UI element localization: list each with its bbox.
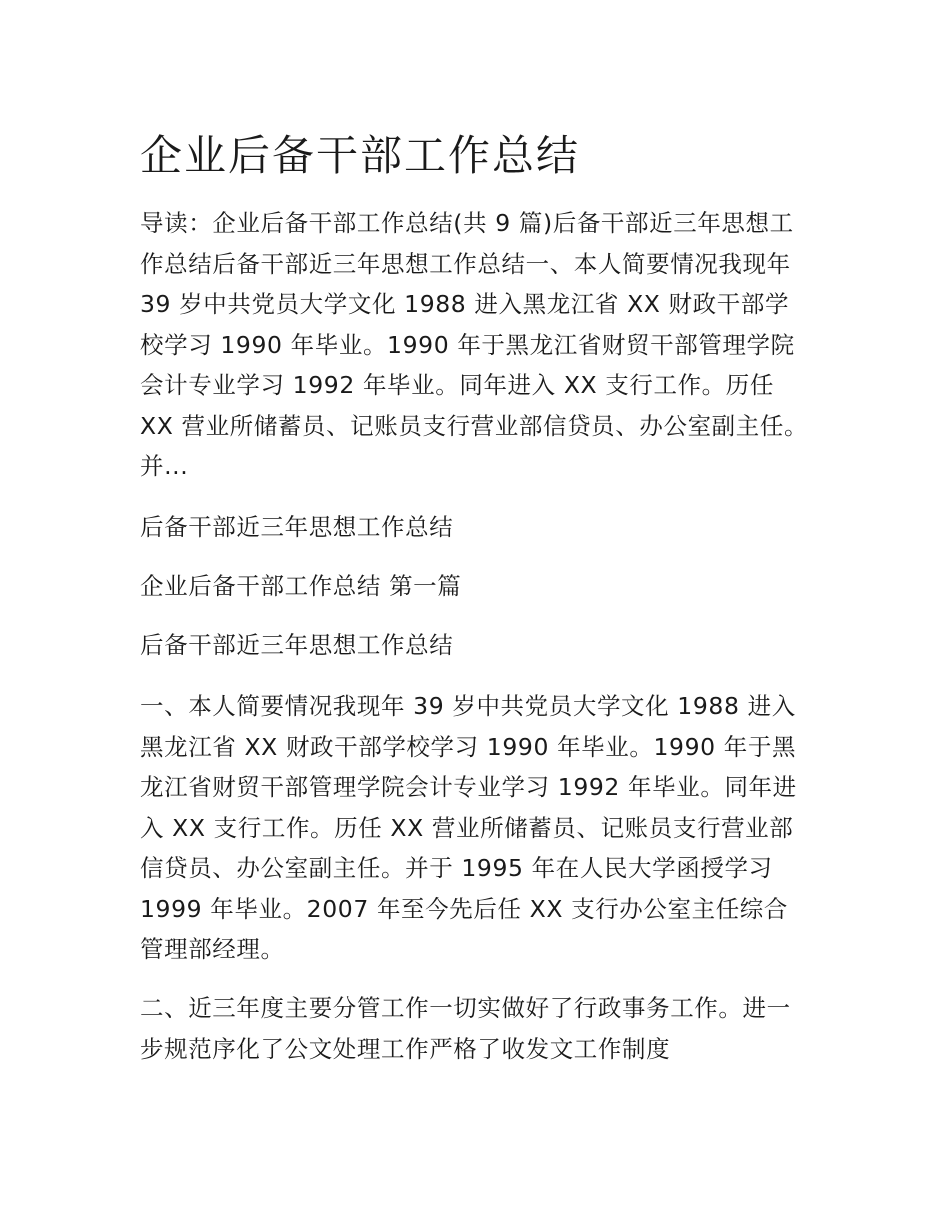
document-title: 企业后备干部工作总结 — [140, 131, 581, 180]
lead-paragraph: 导读：企业后备干部工作总结(共 9 篇)后备干部近三年思想工作总结后备干部近三年思想工作总结一、本人简要情况我现年 39 岁中共党员大学文化 1988 进入黑龙江省 XX 财政干部学校学习 1990 年毕业。1990 年于黑龙江省财贸干部管理学院会计专业学习 1992 年毕业。同年进入 XX 支行工作。历任 XX 营业所储蓄员、记账员支行营业部信贷员、办公室副主任。并... — [140, 209, 809, 480]
body-paragraph-1: 一、本人简要情况我现年 39 岁中共党员大学文化 1988 进入黑龙江省 XX 财政干部学校学习 1990 年毕业。1990 年于黑龙江省财贸干部管理学院会计专业学习 1992 年毕业。同年进入 XX 支行工作。历任 XX 营业所储蓄员、记账员支行营业部信贷员、办公室副主任。并于 1995 年在人民大学函授学习 1999 年毕业。2007 年至今先后任 XX 支行办公室主任综合管理部经理。 — [140, 692, 797, 963]
section-heading-1: 后备干部近三年思想工作总结 — [140, 513, 454, 541]
section-heading-2: 企业后备干部工作总结 第一篇 — [140, 572, 462, 600]
body-paragraph-2: 二、近三年度主要分管工作一切实做好了行政事务工作。进一步规范序化了公文处理工作严格了收发文工作制度 — [140, 994, 791, 1063]
section-heading-3: 后备干部近三年思想工作总结 — [140, 631, 454, 659]
